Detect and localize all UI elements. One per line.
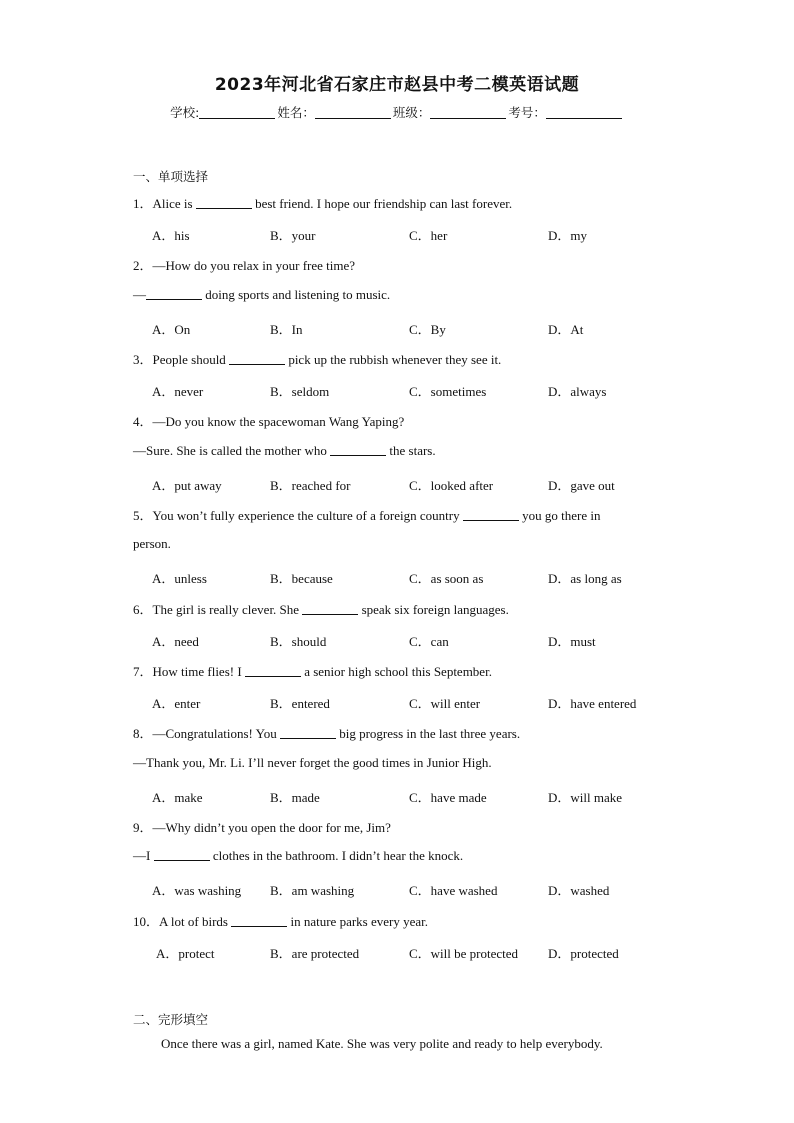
- question-4-line-1: [133, 411, 404, 430]
- student-info-line: [0, 103, 794, 121]
- option-b[interactable]: B．because: [270, 571, 333, 586]
- passage-first-line: Once there was a girl, named Kate. She was very polite and ready to help everybody.: [161, 1036, 603, 1051]
- option-a[interactable]: A．make: [152, 790, 203, 805]
- option-a[interactable]: A．put away: [152, 478, 222, 493]
- question-text: 6．The girl is really clever. She: [133, 602, 303, 617]
- question-3-options: [152, 381, 712, 399]
- option-b[interactable]: B．your: [270, 228, 316, 243]
- question-text: —Thank you, Mr. Li. I’ll never forget the good times in Junior High.: [133, 755, 492, 770]
- section2-heading: 二、完形填空: [133, 1012, 209, 1027]
- option-c[interactable]: C．have washed: [409, 883, 498, 898]
- question-9-line-2: [133, 848, 463, 864]
- question-text: 3．People should: [133, 352, 230, 367]
- number-label: 考号：: [508, 105, 546, 120]
- question-text: —Sure. She is called the mother who: [133, 443, 331, 458]
- question-8-line-1: [133, 723, 520, 742]
- option-d[interactable]: D．protected: [548, 946, 619, 961]
- option-d[interactable]: D．washed: [548, 883, 610, 898]
- question-text: —I: [133, 848, 154, 863]
- question-text: clothes in the bathroom. I didn’t hear the knock.: [209, 848, 464, 863]
- question-2-line-1: [133, 255, 355, 274]
- option-b[interactable]: B．In: [270, 322, 303, 337]
- question-4-line-2: [133, 443, 436, 459]
- option-c[interactable]: C．will enter: [409, 696, 481, 711]
- question-10-line-1: [133, 911, 428, 930]
- number-blank[interactable]: [546, 106, 622, 119]
- question-text: 10．A lot of birds: [133, 914, 232, 929]
- question-text: in nature parks every year.: [287, 914, 429, 929]
- option-a[interactable]: A．was washing: [152, 883, 242, 898]
- question-text: best friend. I hope our friendship can last forever.: [251, 196, 513, 211]
- question-1-options: [152, 225, 712, 243]
- question-7-line-1: [133, 661, 492, 680]
- answer-blank: [154, 848, 210, 861]
- question-text: speak six foreign languages.: [358, 602, 509, 617]
- question-text: 1．Alice is: [133, 196, 196, 211]
- question-3-line-1: [133, 349, 501, 368]
- option-c[interactable]: C．can: [409, 634, 449, 649]
- class-blank[interactable]: [430, 106, 506, 119]
- answer-blank: [280, 726, 336, 739]
- name-blank[interactable]: [315, 106, 391, 119]
- question-5-line-1: [133, 505, 600, 524]
- question-text: the stars.: [386, 443, 436, 458]
- option-d[interactable]: D．have entered: [548, 696, 637, 711]
- question-text: —: [133, 287, 146, 302]
- option-d[interactable]: D．my: [548, 228, 588, 243]
- question-5-line-2: [133, 536, 171, 552]
- question-text: pick up the rubbish whenever they see it.: [285, 352, 502, 367]
- option-c[interactable]: C．By: [409, 322, 446, 337]
- answer-blank: [146, 287, 202, 300]
- option-b[interactable]: B．are protected: [270, 946, 360, 961]
- question-text: 7．How time flies! I: [133, 664, 245, 679]
- option-c[interactable]: C．have made: [409, 790, 487, 805]
- answer-blank: [231, 914, 287, 927]
- question-8-line-2: [133, 755, 492, 771]
- name-label: 姓名：: [277, 105, 315, 120]
- school-label: 学校:: [170, 105, 200, 120]
- option-a[interactable]: A．On: [152, 322, 191, 337]
- question-9-options: [152, 880, 712, 898]
- option-a[interactable]: A．unless: [152, 571, 207, 586]
- class-label: 班级：: [392, 105, 431, 120]
- option-b[interactable]: B．should: [270, 634, 327, 649]
- option-c[interactable]: C．will be protected: [409, 946, 519, 961]
- answer-blank: [302, 602, 358, 615]
- question-2-line-2: [133, 287, 390, 303]
- question-text: person.: [133, 536, 171, 551]
- question-10-options: [156, 943, 716, 961]
- option-a[interactable]: A．protect: [156, 946, 215, 961]
- question-text: 5．You won’t fully experience the culture of a foreign country: [133, 508, 463, 523]
- section1-heading: 一、单项选择: [133, 169, 209, 184]
- answer-blank: [463, 508, 519, 521]
- question-2-options: [152, 319, 712, 337]
- option-d[interactable]: D．gave out: [548, 478, 615, 493]
- option-b[interactable]: B．am washing: [270, 883, 355, 898]
- question-6-line-1: [133, 599, 509, 618]
- option-b[interactable]: B．made: [270, 790, 320, 805]
- option-d[interactable]: D．must: [548, 634, 596, 649]
- question-text: big progress in the last three years.: [335, 726, 521, 741]
- question-text: 2．—How do you relax in your free time?: [133, 258, 356, 273]
- question-5-options: [152, 568, 712, 586]
- option-b[interactable]: B．entered: [270, 696, 330, 711]
- page-title: 2023年河北省石家庄市赵县中考二模英语试题: [214, 75, 580, 95]
- option-a[interactable]: A．his: [152, 228, 190, 243]
- question-text: a senior high school this September.: [300, 664, 492, 679]
- question-7-options: [152, 693, 712, 711]
- question-text: you go there in: [518, 508, 601, 523]
- option-c[interactable]: C．looked after: [409, 478, 494, 493]
- question-9-line-1: [133, 817, 391, 836]
- option-b[interactable]: B．seldom: [270, 384, 330, 399]
- option-c[interactable]: C．sometimes: [409, 384, 487, 399]
- question-text: 9．—Why didn’t you open the door for me, Jim?: [133, 820, 391, 835]
- question-1-line-1: [133, 193, 512, 212]
- school-blank[interactable]: [199, 106, 275, 119]
- option-a[interactable]: A．never: [152, 384, 204, 399]
- option-d[interactable]: D．as long as: [548, 571, 622, 586]
- question-4-options: [152, 475, 712, 493]
- option-a[interactable]: A．enter: [152, 696, 201, 711]
- question-text: 4．—Do you know the spacewoman Wang Yaping?: [133, 414, 405, 429]
- question-text: doing sports and listening to music.: [202, 287, 391, 302]
- question-6-options: [152, 631, 712, 649]
- answer-blank: [196, 196, 252, 209]
- answer-blank: [229, 352, 285, 365]
- option-d[interactable]: D．At: [548, 322, 584, 337]
- option-a[interactable]: A．need: [152, 634, 199, 649]
- answer-blank: [330, 443, 386, 456]
- option-c[interactable]: C．her: [409, 228, 448, 243]
- question-text: 8．—Congratulations! You: [133, 726, 280, 741]
- option-d[interactable]: D．will make: [548, 790, 623, 805]
- answer-blank: [245, 664, 301, 677]
- option-b[interactable]: B．reached for: [270, 478, 351, 493]
- option-c[interactable]: C．as soon as: [409, 571, 484, 586]
- question-8-options: [152, 787, 712, 805]
- option-d[interactable]: D．always: [548, 384, 607, 399]
